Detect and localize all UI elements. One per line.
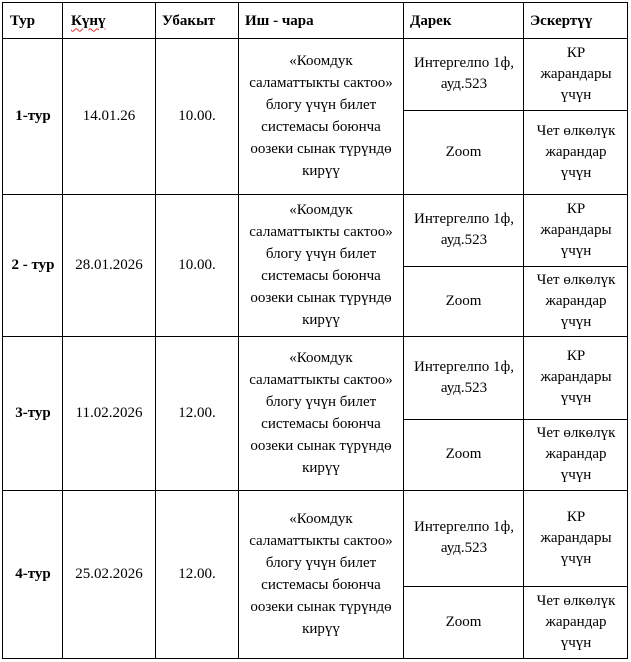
row4-note-bottom: Чет өлкөлүк жарандар үчүн: [536, 592, 616, 651]
header-time: Убакыт: [162, 12, 216, 29]
table-divider: [403, 2, 404, 659]
row2-event: «Коомдук саламаттыкты сактоо» блогу үчүн билет системасы боюнча оозеки сынак түрүндө кирүү: [249, 202, 393, 328]
row4-tour: 4-тур: [15, 565, 51, 582]
row3-address-top: Интергелпо 1ф, ауд.523: [414, 358, 514, 396]
table-divider: [2, 194, 628, 195]
row2-address-top: Интергелпо 1ф, ауд.523: [414, 211, 514, 248]
table-border-left: [2, 2, 3, 659]
row4-date: 25.02.2026: [75, 565, 143, 582]
cell-split-line: [404, 266, 628, 267]
row1-address-bottom: Zoom: [445, 143, 482, 160]
cell-split-line: [404, 419, 628, 420]
row4-address-top: Интергелпо 1ф, ауд.523: [414, 519, 514, 556]
row1-tour: 1-тур: [15, 107, 51, 124]
row4-time: 12.00.: [178, 565, 216, 582]
table-divider: [238, 2, 239, 659]
table-divider: [2, 38, 628, 39]
row1-note-top: КР жарандары үчүн: [540, 44, 612, 103]
table-border-right: [627, 2, 628, 659]
header-event: Иш - чара: [245, 12, 314, 29]
row3-tour: 3-тур: [15, 404, 51, 421]
table-divider: [155, 2, 156, 659]
row4-address-bottom: Zoom: [445, 613, 482, 630]
row3-event: «Коомдук саламаттыкты сактоо» блогу үчүн билет системасы боюнча оозеки сынак түрүндө кирүү: [249, 350, 393, 476]
table-divider: [2, 490, 628, 491]
header-date: [63, 4, 155, 38]
row3-date: 11.02.2026: [75, 404, 143, 421]
header-address: Дарек: [410, 12, 452, 29]
row1-address-top: Интергелпо 1ф, ауд.523: [414, 55, 514, 92]
row2-address-bottom: Zoom: [445, 292, 482, 309]
row2-note-bottom: Чет өлкөлүк жарандар үчүн: [536, 271, 616, 330]
cell-split-line: [404, 586, 628, 587]
row1-event: «Коомдук саламаттыкты сактоо» блогу үчүн билет системасы боюнча оозеки сынак түрүндө кирүү: [249, 53, 393, 179]
row2-time: 10.00.: [178, 256, 216, 273]
row2-note-top: КР жарандары үчүн: [540, 200, 612, 259]
table-divider: [523, 2, 524, 659]
row3-note-bottom: Чет өлкөлүк жарандар үчүн: [536, 425, 616, 483]
row1-time: 10.00.: [178, 107, 216, 124]
header-tour: Тур: [10, 12, 36, 29]
row2-date: 28.01.2026: [75, 256, 143, 273]
row3-note-top: КР жарандары үчүн: [540, 348, 612, 406]
row3-address-bottom: Zoom: [445, 446, 482, 462]
row2-tour: 2 - тур: [11, 256, 55, 273]
row1-note-bottom: Чет өлкөлүк жарандар үчүн: [536, 122, 616, 181]
row4-event: «Коомдук саламаттыкты сактоо» блогу үчүн билет системасы боюнча оозеки сынак түрүндө кирүү: [249, 511, 393, 637]
row1-date: 14.01.26: [82, 107, 136, 124]
header-date-label: Күнү: [71, 12, 106, 29]
table-divider: [62, 2, 63, 659]
table-divider: [2, 336, 628, 337]
row4-note-top: КР жарандары үчүн: [540, 508, 612, 567]
table-border-bottom: [2, 658, 628, 659]
table-border-top: [2, 2, 628, 3]
header-note: Эскертүү: [530, 12, 593, 29]
cell-split-line: [404, 110, 628, 111]
row3-time: 12.00.: [178, 404, 216, 421]
